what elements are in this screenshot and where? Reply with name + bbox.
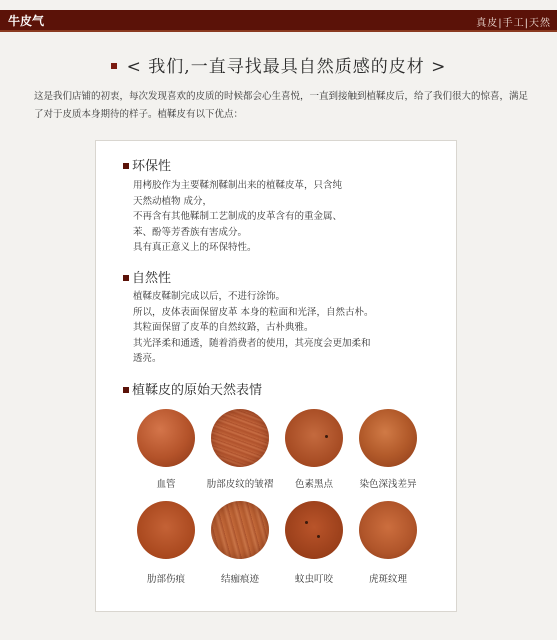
brand-tags: 真皮|手工|天然 <box>476 18 551 29</box>
body-line: 用栲胶作为主要鞣剂鞣制出来的植鞣皮革，只含纯 <box>133 180 343 191</box>
leather-swatch-insect-bites <box>285 501 343 559</box>
body-line: 其粒面保留了皮革的自然纹路，古朴典雅。 <box>133 322 314 333</box>
body-line: 植鞣皮鞣制完成以后，不进行涂饰。 <box>133 291 286 302</box>
square-bullet-icon <box>123 163 129 169</box>
square-bullet-icon <box>123 275 129 281</box>
body-line: 苯、酚等芳香族有害成分。 <box>133 226 248 238</box>
body-line: 透亮。 <box>133 353 162 364</box>
swatch-label: 结痂痕迹 <box>220 574 259 585</box>
leather-swatch-pigment-spots <box>285 409 343 467</box>
section-body-eco <box>133 178 443 256</box>
swatch-label: 血管 <box>156 479 176 490</box>
section-title-natural <box>123 267 171 286</box>
spot-mark <box>325 435 328 438</box>
bite-mark <box>305 521 308 524</box>
swatch-label: 染色深浅差异 <box>359 479 417 490</box>
section-title-text: 环保性 <box>132 159 172 174</box>
bite-mark <box>317 535 320 538</box>
swatch-label: 虎斑纹理 <box>368 574 407 585</box>
section-title-expressions <box>123 379 262 398</box>
swatch-label: 色素黑点 <box>294 479 333 490</box>
brand-name: 牛皮气 <box>8 14 45 28</box>
headline-text: < 我们,一直寻找最具自然质感的皮材 > <box>126 57 447 77</box>
leather-swatch-dye-variation <box>359 409 417 467</box>
section-title-text: 自然性 <box>132 271 172 286</box>
section-title-text: 植鞣皮的原始天然表情 <box>132 383 263 398</box>
square-bullet-icon <box>123 387 129 393</box>
features-panel <box>95 140 457 612</box>
leather-swatch-scab-marks <box>211 501 269 559</box>
body-line: 天然动植物 成分， <box>133 195 213 207</box>
body-line: 所以，皮体表面保留皮革 本身的粒面和光泽，自然古朴。 <box>133 306 374 318</box>
swatch-label: 肋部伤痕 <box>146 574 185 585</box>
swatch-label: 肋部皮纹的皱褶 <box>206 479 274 490</box>
body-line: 具有真正意义上的环保特性。 <box>133 242 257 253</box>
leather-swatch-veins <box>137 409 195 467</box>
leather-swatch-wrinkles <box>211 409 269 467</box>
leather-swatch-tiger-stripes <box>359 501 417 559</box>
section-title-eco <box>123 155 171 174</box>
leather-swatch-scars <box>137 501 195 559</box>
top-banner <box>0 10 557 32</box>
page-headline <box>0 52 557 77</box>
intro-paragraph: 这是我们店铺的初衷，每次发现喜欢的皮质的时候都会心生喜悦，一直到接触到植鞣皮后，给了我们很大的惊喜，满足了对于皮质本身期待的样子。植鞣皮有以下优点： <box>34 91 529 120</box>
body-line: 不再含有其他鞣制工艺制成的皮革含有的重金属、 <box>133 211 343 222</box>
swatch-label: 蚊虫叮咬 <box>294 574 333 585</box>
section-body-natural <box>133 289 443 367</box>
square-bullet-icon <box>111 63 117 69</box>
body-line: 其光泽柔和通透，随着消费者的使用，其亮度会更加柔和 <box>133 337 371 349</box>
